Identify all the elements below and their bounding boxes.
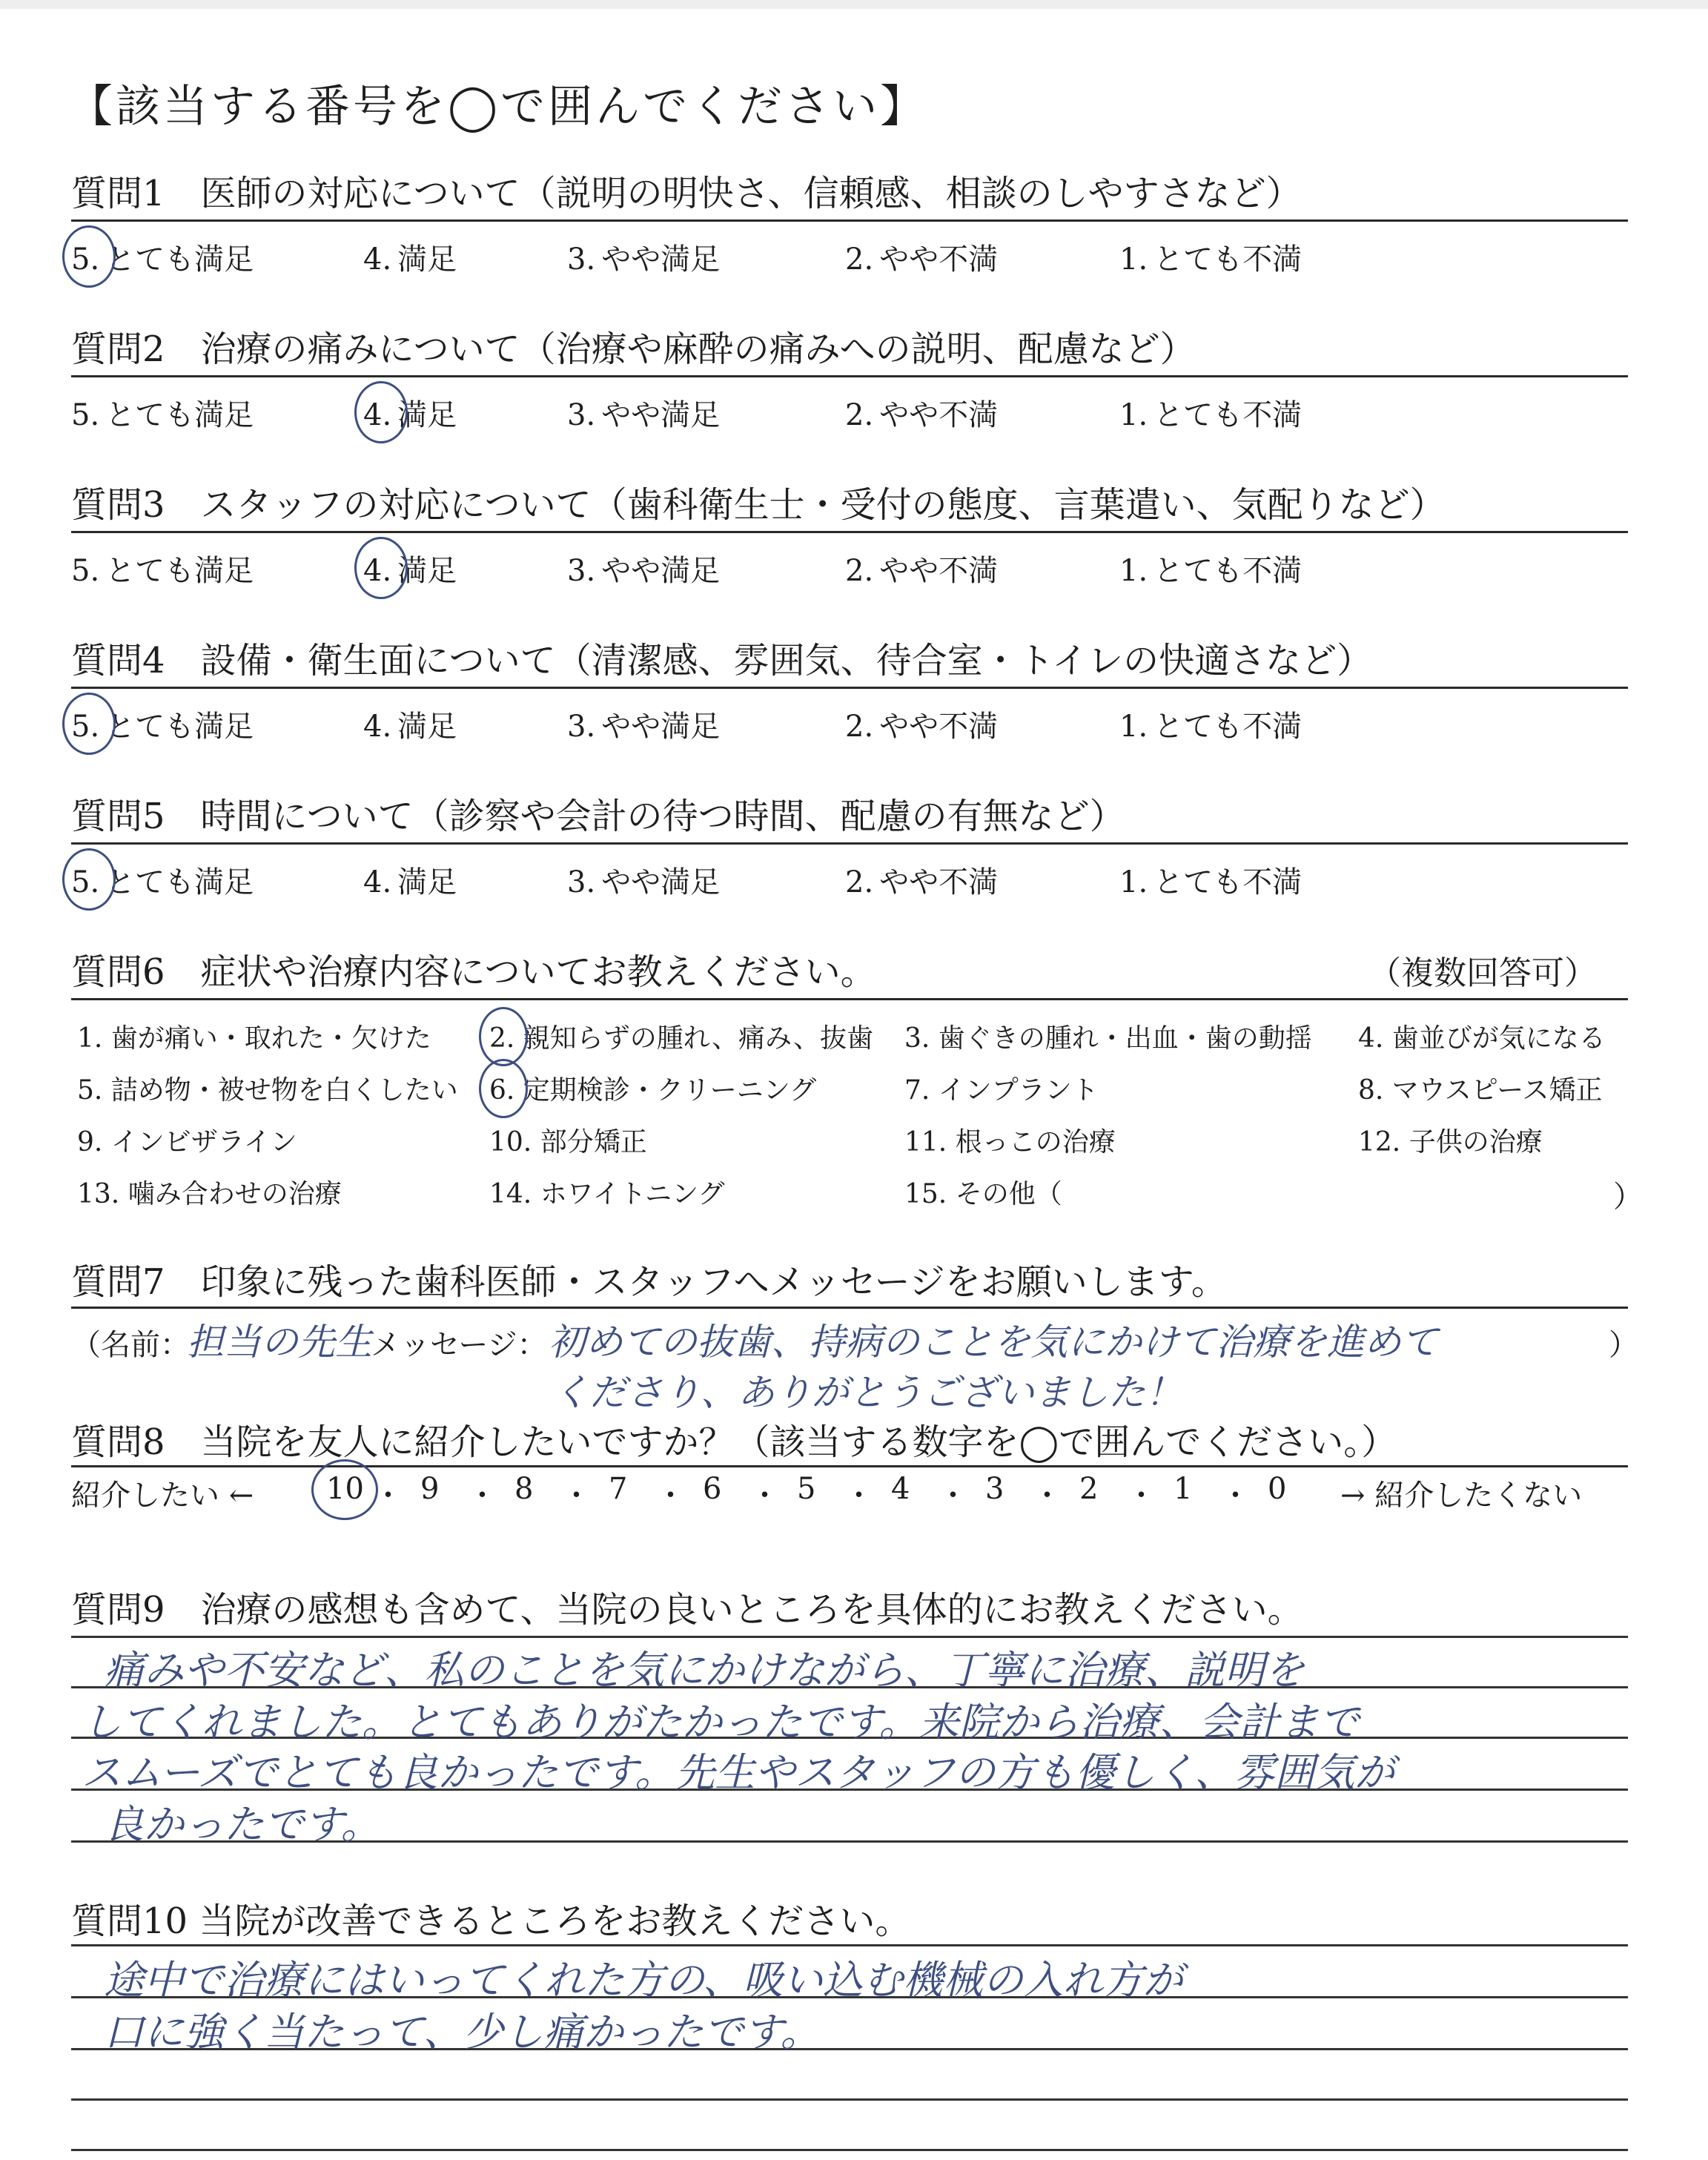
option-label: とても満足 [105, 398, 254, 432]
q6-other-close-paren: ） [1613, 1180, 1643, 1214]
scale-separator: ・ [749, 1479, 780, 1513]
rule [71, 1465, 1628, 1467]
scale-value-4[interactable]: 4 [891, 1472, 910, 1506]
answer-line [71, 2149, 1628, 2151]
option-label: とても不満 [1153, 865, 1302, 899]
hand-drawn-circle-mark [311, 1459, 378, 1520]
hand-drawn-circle-mark [62, 693, 116, 755]
rule [71, 998, 1628, 1000]
rule [71, 1307, 1628, 1309]
option-number: 1. [1119, 865, 1148, 899]
option-number: 5. [71, 554, 100, 588]
q6-option-5[interactable]: 5. 詰め物・被せ物を白くしたい [77, 1075, 458, 1106]
option-label: やや不満 [879, 554, 999, 588]
option-label: とても不満 [1153, 398, 1302, 432]
option-label: とても満足 [105, 554, 254, 588]
q9-answer-line-2: してくれました。とてもありがたかったです。来院から治療、会計まで [82, 1699, 1360, 1745]
q3-option-3[interactable] [567, 547, 720, 589]
q1-option-1[interactable] [1119, 236, 1302, 278]
scale-separator: ・ [373, 1479, 403, 1513]
option-label: とても満足 [105, 242, 254, 277]
form-heading: 【該当する番号を◯で囲んでください】 [68, 81, 928, 133]
q6-option-3[interactable]: 3. 歯ぐきの腫れ・出血・歯の動揺 [904, 1023, 1312, 1054]
option-number: 5. [71, 865, 100, 899]
option-number: 2. [845, 398, 874, 432]
option-label: やや満足 [601, 554, 721, 588]
question-1-title: 質問1 医師の対応について（説明の明快さ、信頼感、相談のしやすさなど） [71, 173, 1302, 214]
q4-option-2[interactable] [845, 703, 998, 745]
option-label: 満足 [397, 710, 457, 744]
q3-option-5[interactable] [71, 547, 254, 589]
hand-drawn-circle-mark [354, 537, 408, 599]
q6-option-15[interactable]: 15. その他（ [904, 1179, 1062, 1209]
handwritten-message-line-1: 初めての抜歯、持病のことを気にかけて治療を進めて [549, 1321, 1438, 1364]
q6-option-4[interactable]: 4. 歯並びが気になる [1358, 1023, 1606, 1054]
option-number: 2. [845, 554, 874, 588]
q3-option-1[interactable] [1119, 547, 1302, 589]
option-number: 5. [71, 242, 100, 277]
scale-separator: ・ [1126, 1479, 1156, 1513]
q4-option-4[interactable] [363, 703, 457, 745]
option-label: やや不満 [879, 865, 999, 899]
option-label: やや満足 [601, 865, 721, 899]
scale-separator: ・ [938, 1479, 968, 1513]
q6-option-1[interactable]: 1. 歯が痛い・取れた・欠けた [77, 1023, 431, 1054]
option-label: やや満足 [601, 398, 721, 432]
option-label: やや不満 [879, 242, 999, 277]
q6-option-6[interactable]: 6. 定期検診・クリーニング [489, 1075, 817, 1106]
q10-answer-line-1: 途中で治療にはいってくれた方の、吸い込む機械の入れ方が [104, 1957, 1183, 2004]
recommend-right-label: → 紹介したくない [1340, 1479, 1583, 1513]
hand-drawn-circle-mark [62, 225, 116, 288]
option-number: 1. [1119, 398, 1148, 432]
option-number: 2. [845, 865, 874, 899]
rule [71, 375, 1628, 377]
question-9-title: 質問9 治療の感想も含めて、当院の良いところを具体的にお教えください。 [71, 1589, 1303, 1631]
question-8-title: 質問8 当院を友人に紹介したいですか？（該当する数字を◯で囲んでください。） [71, 1421, 1397, 1463]
q1-option-4[interactable] [363, 236, 457, 278]
scale-value-8[interactable]: 8 [514, 1472, 534, 1506]
option-label: とても不満 [1153, 554, 1302, 588]
name-label: （名前： [71, 1328, 190, 1362]
scale-value-9[interactable]: 9 [420, 1472, 440, 1506]
question-5-title: 質問5 時間について（診察や会計の待つ時間、配慮の有無など） [71, 796, 1125, 837]
q6-option-10[interactable]: 10. 部分矯正 [489, 1127, 647, 1157]
scale-value-3[interactable]: 3 [985, 1472, 1004, 1506]
message-label: メッセージ： [371, 1328, 547, 1362]
q9-answer-line-3: スムーズでとても良かったです。先生やスタッフの方も優しく、雰囲気が [82, 1749, 1395, 1796]
multiple-answers-note: （複数回答可） [1368, 954, 1597, 992]
q2-option-2[interactable] [845, 392, 998, 434]
question-3-title: 質問3 スタッフの対応について（歯科衛生士・受付の態度、言葉遣い、気配りなど） [71, 484, 1446, 526]
answer-line [71, 1636, 1628, 1638]
option-label: とても満足 [105, 710, 254, 744]
rule [71, 687, 1628, 689]
option-number: 4. [363, 242, 392, 277]
option-number: 4. [363, 710, 392, 744]
option-number: 1. [1119, 242, 1148, 277]
option-label: とても不満 [1153, 242, 1302, 277]
option-label: 満足 [397, 554, 457, 588]
option-number: 4. [363, 865, 392, 899]
option-label: やや満足 [601, 710, 721, 744]
q5-option-4[interactable] [363, 859, 457, 901]
scale-separator: ・ [844, 1479, 874, 1513]
question-2-title: 質問2 治療の痛みについて（治療や麻酔の痛みへの説明、配慮など） [71, 328, 1196, 370]
question-6-title: 質問6 症状や治療内容についてお教えください。 [71, 951, 876, 993]
question-10-title: 質問10 当院が改善できるところをお教えください。 [71, 1900, 911, 1942]
rule [71, 531, 1628, 533]
option-label: やや満足 [601, 242, 721, 277]
handwritten-name: 担当の先生 [187, 1321, 372, 1364]
option-label: とても満足 [105, 865, 254, 899]
scale-separator: ・ [467, 1479, 497, 1513]
q1-option-3[interactable] [567, 236, 720, 278]
hand-drawn-circle-mark [62, 848, 116, 911]
scale-value-1[interactable]: 1 [1174, 1472, 1193, 1506]
q6-option-9[interactable]: 9. インビザライン [77, 1127, 297, 1157]
q6-option-7[interactable]: 7. インプラント [904, 1075, 1099, 1106]
hand-drawn-circle-mark [479, 1059, 528, 1118]
q5-option-3[interactable] [567, 859, 720, 901]
scale-separator: ・ [1220, 1479, 1251, 1513]
hand-drawn-circle-mark [479, 1007, 528, 1066]
option-number: 1. [1119, 710, 1148, 744]
rule [71, 842, 1628, 845]
answer-line [71, 2098, 1628, 2101]
option-number: 5. [71, 710, 100, 744]
scale-value-6[interactable]: 6 [703, 1472, 722, 1506]
option-number: 4. [363, 554, 392, 588]
q6-option-8[interactable]: 8. マウスピース矯正 [1358, 1075, 1603, 1106]
q4-option-1[interactable] [1119, 703, 1302, 745]
q10-answer-line-2: 口に強く当たって、少し痛かったです。 [104, 2009, 821, 2055]
scale-separator: ・ [1032, 1479, 1062, 1513]
rule [71, 219, 1628, 222]
option-number: 2. [845, 710, 874, 744]
hand-drawn-circle-mark [354, 381, 408, 443]
q6-option-12[interactable]: 12. 子供の治療 [1358, 1127, 1543, 1157]
handwritten-message-line-2: くださり、ありがとうございました！ [552, 1371, 1182, 1414]
option-number: 5. [71, 398, 100, 432]
q5-option-2[interactable] [845, 859, 998, 901]
option-number: 3. [567, 865, 596, 899]
q1-option-2[interactable] [845, 236, 998, 278]
option-label: とても不満 [1153, 710, 1302, 744]
option-number: 3. [567, 554, 596, 588]
q2-option-1[interactable] [1119, 392, 1302, 434]
option-number: 4. [363, 398, 392, 432]
q5-option-1[interactable] [1119, 859, 1302, 901]
option-number: 1. [1119, 554, 1148, 588]
scale-value-10[interactable]: 10 [326, 1472, 364, 1506]
q4-option-3[interactable] [567, 703, 720, 745]
q6-option-14[interactable]: 14. ホワイトニング [489, 1179, 725, 1209]
q3-option-2[interactable] [845, 547, 998, 589]
q9-answer-line-1: 痛みや不安など、私のことを気にかけながら、丁寧に治療、説明を [104, 1647, 1305, 1694]
q2-option-3[interactable] [567, 392, 720, 434]
scale-value-0[interactable]: 0 [1268, 1472, 1287, 1506]
question-4-title: 質問4 設備・衛生面について（清潔感、雰囲気、待合室・トイレの快適さなど） [71, 640, 1373, 681]
scale-value-2[interactable]: 2 [1079, 1472, 1099, 1506]
option-label: 満足 [397, 398, 457, 432]
q6-option-2[interactable]: 2. 親知らずの腫れ、痛み、抜歯 [489, 1023, 874, 1054]
scale-separator: ・ [561, 1479, 592, 1513]
answer-line [71, 1944, 1628, 1946]
q2-option-5[interactable] [71, 392, 254, 434]
scale-value-5[interactable]: 5 [797, 1472, 816, 1506]
option-label: 満足 [397, 865, 457, 899]
option-label: 満足 [397, 242, 457, 277]
message-close-paren: ） [1609, 1328, 1638, 1362]
recommend-left-label: 紹介したい ← [71, 1479, 254, 1513]
option-number: 3. [567, 242, 596, 277]
option-number: 3. [567, 710, 596, 744]
scale-value-7[interactable]: 7 [609, 1472, 628, 1506]
scale-separator: ・ [655, 1479, 686, 1513]
option-label: やや不満 [879, 710, 999, 744]
question-7-title: 質問7 印象に残った歯科医師・スタッフへメッセージをお願いします。 [71, 1261, 1227, 1303]
option-number: 3. [567, 398, 596, 432]
option-label: やや不満 [879, 398, 999, 432]
q6-option-11[interactable]: 11. 根っこの治療 [904, 1127, 1116, 1157]
q6-option-13[interactable]: 13. 噛み合わせの治療 [77, 1179, 342, 1209]
option-number: 2. [845, 242, 874, 277]
q9-answer-line-4: 良かったです。 [104, 1801, 381, 1848]
scan-top-edge [0, 0, 1708, 9]
